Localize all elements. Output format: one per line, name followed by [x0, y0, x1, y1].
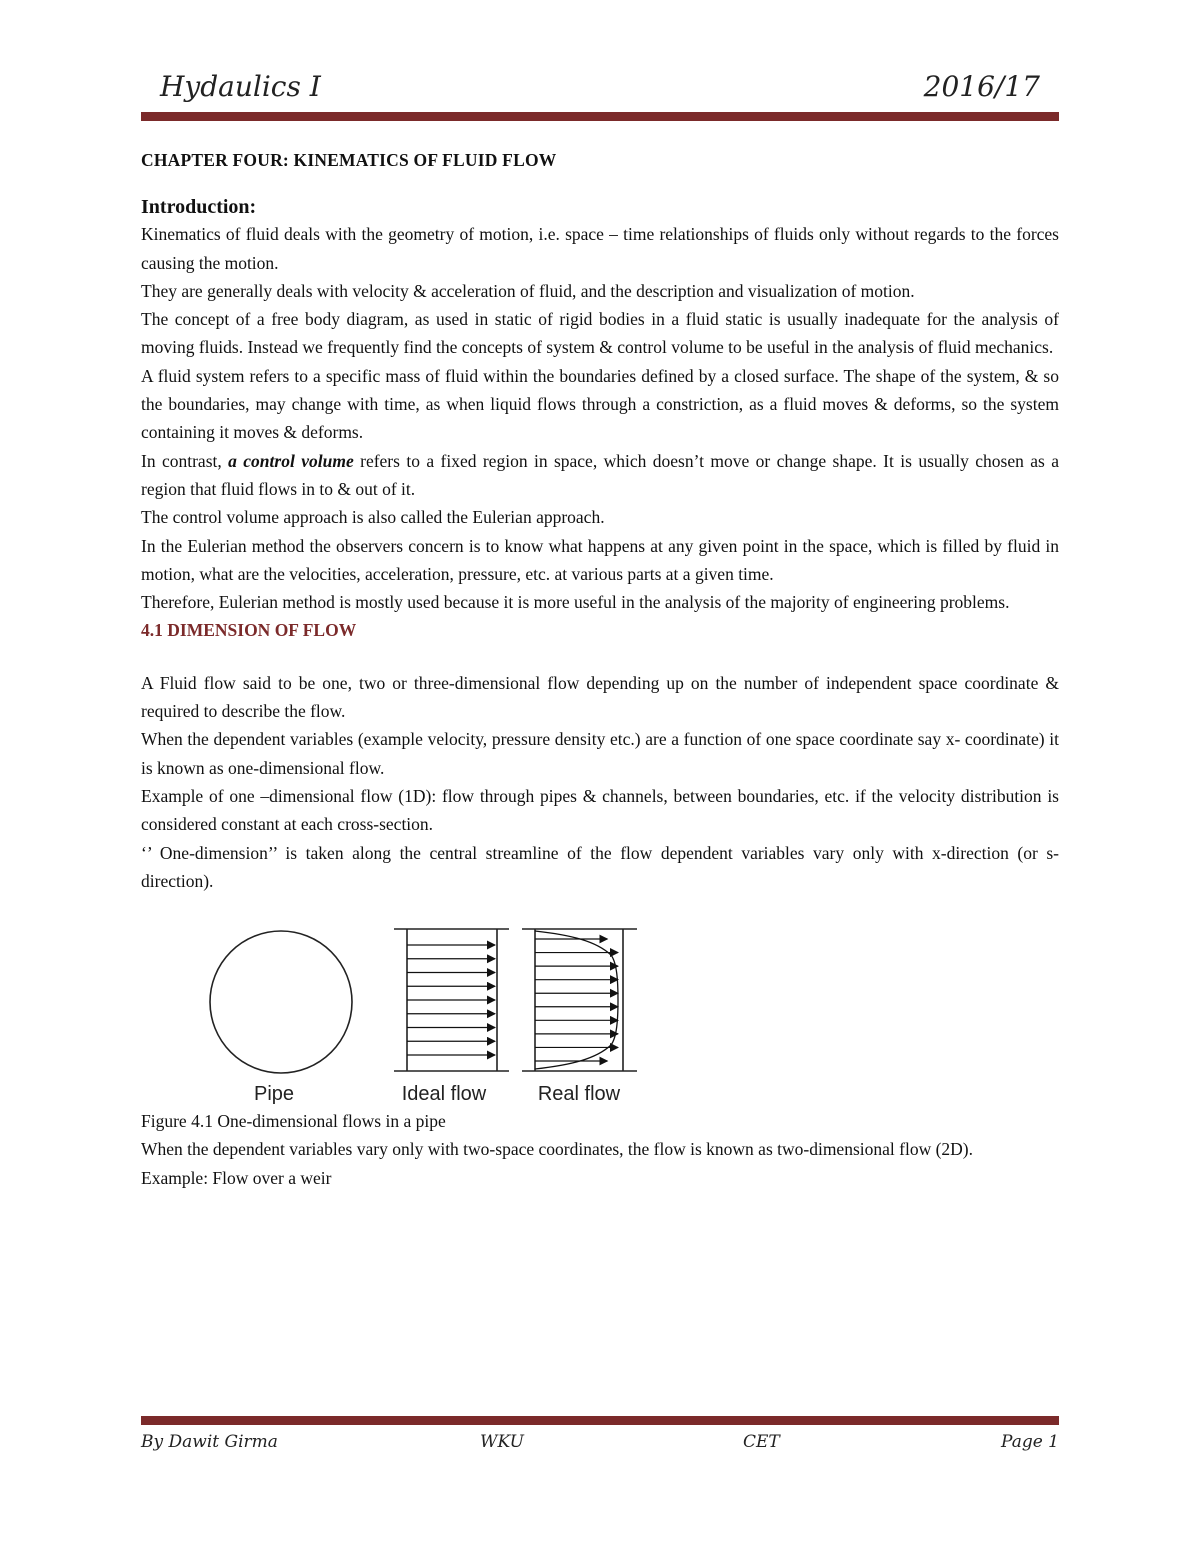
footer-page-number: Page 1: [1001, 1432, 1059, 1452]
paragraph: Therefore, Eulerian method is mostly used because it is more useful in the analysis of the majority of engineering problems.: [141, 592, 1010, 613]
paragraph: When the dependent variables (example velocity, pressure density etc.) are a function of one space coordinate say x- coordinate) it is known as one-dimensional flow.: [141, 729, 1059, 778]
header-year: 2016/17: [923, 70, 1040, 103]
figure-one-dimensional-flow: [141, 901, 1059, 1105]
intro-heading: Introduction:: [141, 196, 257, 219]
header-title: Hydaulics I: [160, 70, 321, 103]
header-rule: [141, 112, 1059, 121]
paragraph: A fluid system refers to a specific mass of fluid within the boundaries defined by a closed surface. The shape of the system, & so the boundaries, may change with time, as when liquid flows through a constriction, as a fluid moves & deforms, so the system containing it moves & deforms.: [141, 365, 1059, 443]
chapter-title: CHAPTER FOUR: KINEMATICS OF FLUID FLOW: [141, 150, 557, 170]
real-flow-diagram: [522, 929, 637, 1071]
paragraph: In the Eulerian method the observers concern is to know what happens at any given point in the space, which is filled by fluid in motion, what are the velocities, acceleration, pressure, etc. at various parts at a given time.: [141, 535, 1059, 584]
real-flow-arrows: [535, 939, 618, 1061]
figure-label-real-flow: Real flow: [537, 1083, 621, 1106]
paragraph-control-volume: [141, 447, 1059, 504]
section-heading: 4.1 DIMENSION OF FLOW: [141, 620, 357, 641]
paragraph: The control volume approach is also called the Eulerian approach.: [141, 507, 605, 528]
paragraph: The concept of a free body diagram, as used in static of rigid bodies in a fluid static is usually inadequate for the analysis of moving fluids. Instead we frequently find the concepts of system & control volume to be useful in the analysis of fluid mechanics.: [141, 309, 1059, 358]
contrast-lead: In contrast,: [141, 450, 229, 471]
footer-institution: WKU: [480, 1432, 524, 1452]
figure-label-pipe: Pipe: [253, 1083, 295, 1106]
figure-caption: Figure 4.1 One-dimensional flows in a pipe: [141, 1111, 446, 1132]
paragraph: They are generally deals with velocity & acceleration of fluid, and the description and visualization of motion.: [141, 280, 915, 301]
figure-label-ideal-flow: Ideal flow: [401, 1083, 487, 1106]
footer-department: CET: [743, 1432, 780, 1452]
paragraph: ‘’ One-dimension’’ is taken along the central streamline of the flow dependent variables vary only with x-direction (or s- direction).: [141, 842, 1059, 891]
footer-rule: [141, 1416, 1059, 1425]
pipe-circle: [210, 931, 352, 1073]
control-volume-term: a control volume: [228, 450, 354, 471]
velocity-profile-curve: [535, 931, 618, 1069]
paragraph: A Fluid flow said to be one, two or three-dimensional flow depending up on the number of independent space coordinate & required to describe the flow.: [141, 672, 1059, 722]
contrast-rest: refers to a fixed region in space, which doesn’t move or change shape. It is usually chosen as a region that fluid flows in to & out of it.: [141, 450, 1059, 499]
paragraph: Kinematics of fluid deals with the geometry of motion, i.e. space – time relationships of fluids only without regards to the forces causing the motion.: [141, 224, 1059, 273]
paragraph: When the dependent variables vary only with two-space coordinates, the flow is known as two-dimensional flow (2D).: [141, 1139, 974, 1160]
ideal-flow-arrows: [407, 945, 495, 1055]
paragraph: Example: Flow over a weir: [141, 1167, 332, 1188]
flow-diagram: [141, 901, 661, 1105]
paragraph: Example of one –dimensional flow (1D): flow through pipes & channels, between boundaries, etc. if the velocity distribution is considered constant at each cross-section.: [141, 785, 1059, 835]
footer-author: By Dawit Girma: [141, 1432, 278, 1452]
page-body: [141, 146, 1059, 1192]
